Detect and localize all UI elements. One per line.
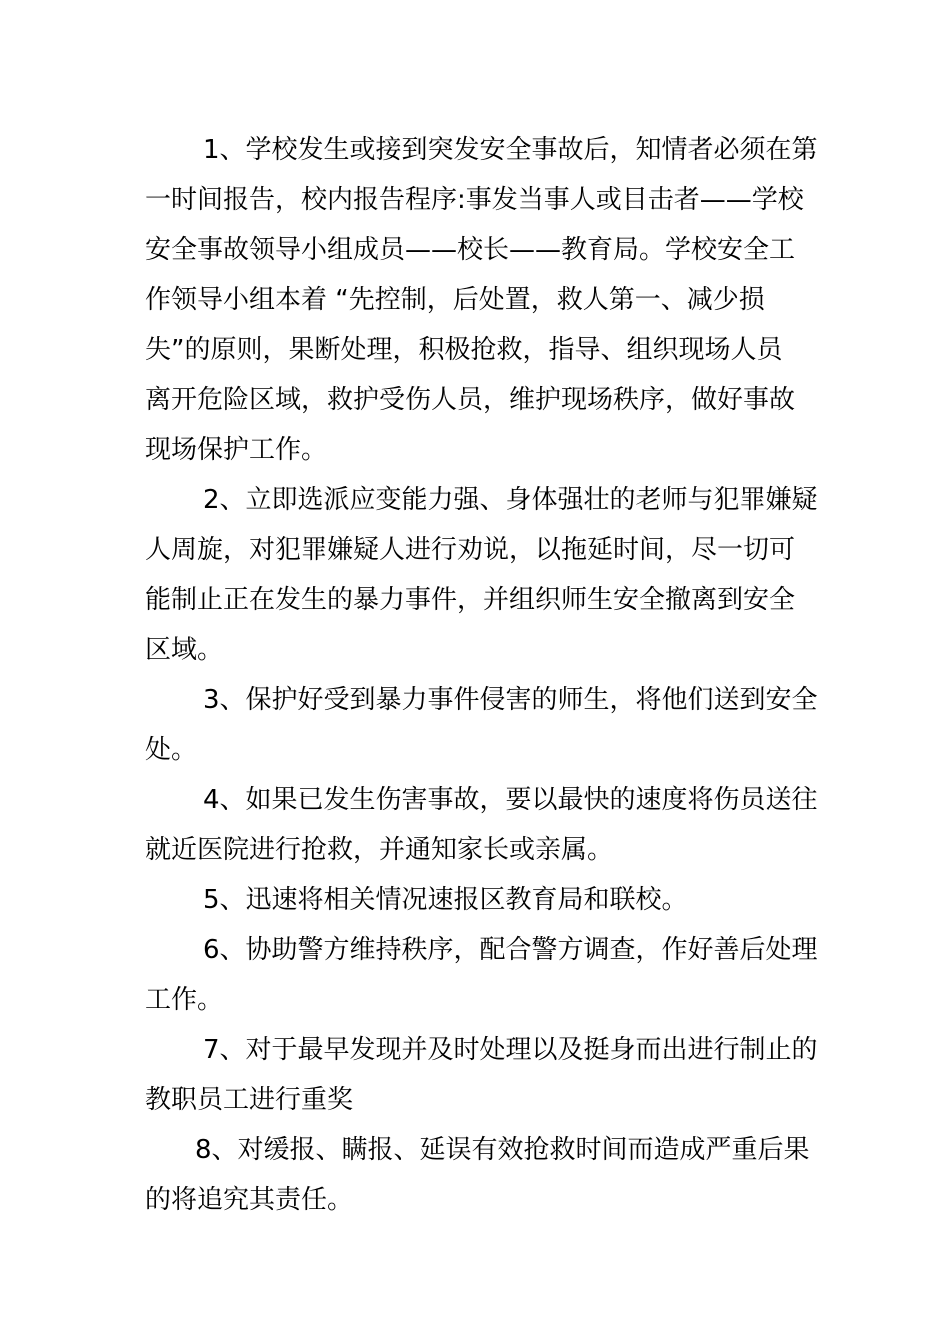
text-line: 教职员工进行重奖 (145, 1085, 354, 1115)
text-line: 2、立即选派应变能力强、身体强壮的老师与犯罪嫌疑 (203, 485, 818, 515)
text-line: 作领导小组本着 “先控制，后处置，救人第一、减少损 (145, 285, 765, 315)
text-line: 8、对缓报、瞒报、延误有效抢救时间而造成严重后果 (195, 1135, 810, 1165)
text-line: 安全事故领导小组成员——校长——教育局。学校安全工 (145, 235, 796, 265)
text-line: 能制止正在发生的暴力事件，并组织师生安全撤离到安全 (145, 585, 796, 615)
text-line: 人周旋，对犯罪嫌疑人进行劝说，以拖延时间，尽一切可 (145, 535, 796, 565)
text-line: 现场保护工作。 (145, 435, 328, 465)
text-line: 的将追究其责任。 (145, 1185, 354, 1215)
text-line: 3、保护好受到暴力事件侵害的师生，将他们送到安全 (203, 685, 818, 715)
text-line: 区域。 (145, 635, 224, 665)
text-line: 处。 (145, 735, 198, 765)
text-line: 工作。 (145, 985, 224, 1015)
text-line: 7、对于最早发现并及时处理以及挺身而出进行制止的 (203, 1035, 818, 1065)
text-line: 就近医院进行抢救，并通知家长或亲属。 (145, 835, 614, 865)
text-line: 离开危险区域，救护受伤人员，维护现场秩序，做好事故 (145, 385, 796, 415)
text-line: 失”的原则，果断处理，积极抢救，指导、组织现场人员 (145, 335, 783, 365)
text-line: 4、如果已发生伤害事故，要以最快的速度将伤员送往 (203, 785, 818, 815)
text-line: 一时间报告，校内报告程序:事发当事人或目击者——学校 (145, 185, 804, 215)
text-line: 1、学校发生或接到突发安全事故后，知情者必须在第 (203, 135, 818, 165)
text-line: 6、协助警方维持秩序，配合警方调查，作好善后处理 (203, 935, 818, 965)
text-line: 5、迅速将相关情况速报区教育局和联校。 (203, 885, 688, 915)
